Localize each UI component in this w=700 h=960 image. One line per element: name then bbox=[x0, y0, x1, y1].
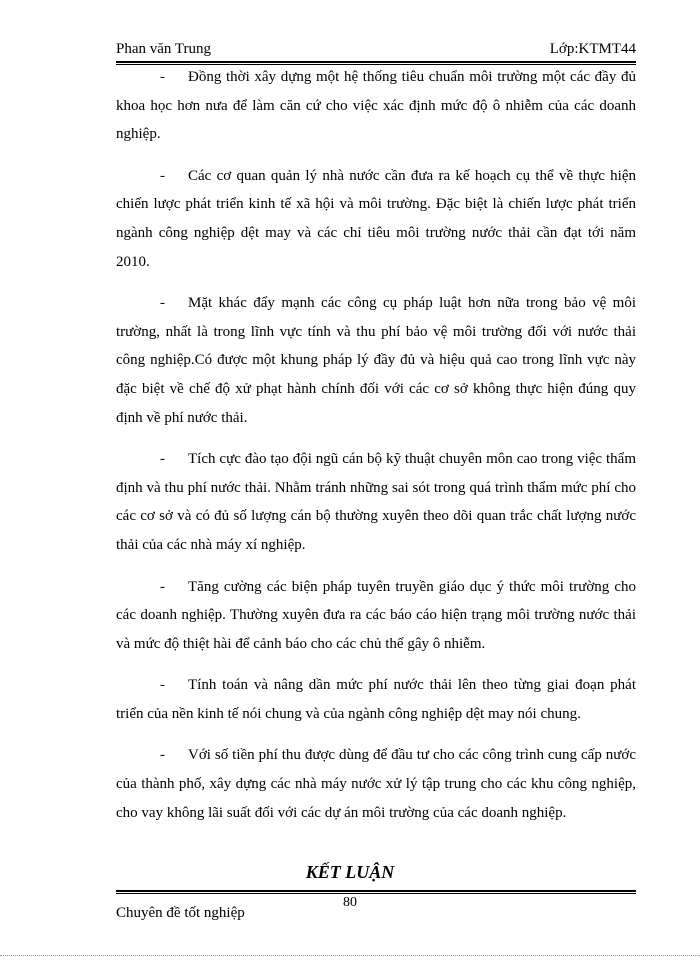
footer-title: Chuyên đề tốt nghiệp bbox=[116, 905, 245, 921]
page-header bbox=[116, 41, 636, 61]
paragraph bbox=[116, 63, 636, 149]
footer-rule bbox=[116, 890, 636, 892]
bullet-dash: - bbox=[160, 451, 165, 468]
paragraph bbox=[116, 445, 636, 559]
paragraph-text: Tăng cường các biện pháp tuyên truyền giáo dục ý thức môi trường cho các doanh nghiệp. Thường xuyên đưa ra các báo cáo hiện trạng môi trường nước thải và mức độ thiệt hài để cảnh báo cho các chủ thể gây ô nhiễm. bbox=[116, 578, 636, 652]
bullet-dash: - bbox=[160, 167, 165, 184]
footer-rule-thin bbox=[116, 893, 636, 894]
paragraph bbox=[116, 289, 636, 432]
paragraph bbox=[116, 671, 636, 728]
body-content bbox=[116, 63, 636, 827]
bullet-dash: - bbox=[160, 578, 165, 595]
page-number: 80 bbox=[343, 895, 357, 910]
paragraph-text: Tích cực đào tạo đội ngũ cán bộ kỹ thuật chuyên môn cao trong việc thẩm định và thu phí nước thải. Nhằm tránh những sai sót trong quá trình thẩm mức phí cho các cơ sở và có đủ số lượng cán bộ thường xuyên theo dõi quan trắc chất lượng nước thải của các nhà máy xí nghiệp. bbox=[116, 451, 636, 553]
header-author: Phan văn Trung bbox=[116, 41, 212, 57]
conclusion-heading: KẾT LUẬN bbox=[305, 862, 395, 882]
header-class: Lớp:KTMT44 bbox=[549, 41, 636, 57]
bullet-dash: - bbox=[160, 747, 165, 764]
paragraph bbox=[116, 741, 636, 827]
bullet-dash: - bbox=[160, 677, 165, 694]
paragraph bbox=[116, 162, 636, 276]
bullet-dash: - bbox=[160, 69, 165, 85]
paragraph-text: Các cơ quan quản lý nhà nước cần đưa ra kế hoạch cụ thể về thực hiện chiến lược phát triển kinh tế xã hội và môi trường. Đặc biệt là chiến lược phát triển ngành công nghiệp dệt may và các chỉ tiêu môi trường nước thải cần đạt tới năm 2010. bbox=[116, 167, 636, 270]
paragraph-text: Với số tiền phí thu được dùng để đầu tư cho các công trình cung cấp nước của thành phố, xây dựng các nhà máy nước xử lý tập trung cho các khu công nghiệp, cho vay không lãi suất đối với các dự án môi trường của các doanh nghiệp. bbox=[116, 747, 636, 821]
paragraph bbox=[116, 573, 636, 659]
bullet-dash: - bbox=[160, 295, 165, 312]
paragraph-text: Đồng thời xây dựng một hệ thống tiêu chuẩn môi trường một các đầy đủ khoa học hơn nưa để làm căn cứ cho việc xác định mức độ ô nhiễm của các doanh nghiệp. bbox=[116, 69, 636, 143]
page-bottom-border bbox=[0, 955, 700, 957]
paragraph-text: Tính toán và nâng dần mức phí nước thải lên theo từng giai đoạn phát triển của nền kinh tế nói chung và của ngành công nghiệp dệt may nói chung. bbox=[116, 677, 636, 722]
paragraph-text: Mặt khác đẩy mạnh các công cụ pháp luật hơn nữa trong bảo vệ môi trường, nhất là trong lĩnh vực tính và thu phí bảo vệ môi trường đối với nước thải công nghiệp.Có được một khung pháp lý đầy đủ và hiệu quả cao trong lĩnh vực này đặc biệt về chế độ xử phạt hành chính đối với các cơ sở không thực hiện đúng quy định về phí nước thải. bbox=[116, 295, 636, 426]
